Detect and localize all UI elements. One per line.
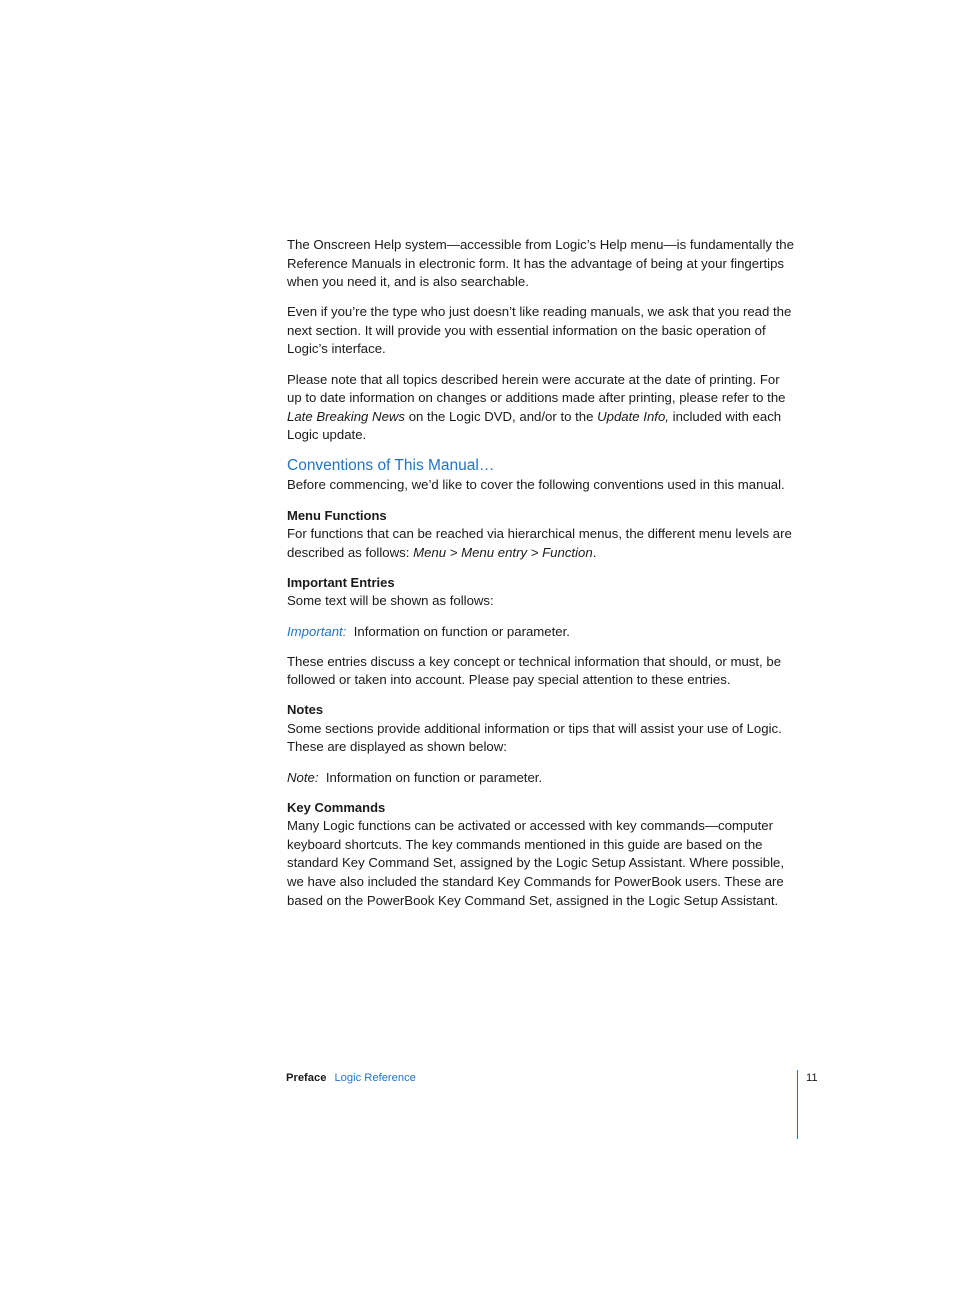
menu-path-example: Menu > Menu entry > Function (413, 544, 593, 560)
page-body (287, 236, 797, 910)
intro-paragraph-2: Even if you’re the type who just doesn’t like reading manuals, we ask that you read the next section. It will provide you with essential information on the basic operation of Logic’s interface. (287, 304, 792, 357)
intro-p3-text-e: included with each Logic update. (287, 408, 782, 443)
key-commands-heading: Key Commands (287, 799, 386, 815)
menu-functions-text-a: For functions that can be reached via hierarchical menus, the different menu levels are described as follows: (287, 526, 792, 560)
footer-section-label: Preface (286, 1072, 327, 1084)
footer-divider (797, 1070, 798, 1139)
note-label: Note: (287, 769, 319, 785)
important-label: Important: (287, 623, 347, 639)
footer-book-title: Logic Reference (334, 1072, 416, 1084)
update-info-ref: Update Info, (597, 408, 669, 424)
page-number: 11 (806, 1072, 818, 1084)
important-entries-heading: Important Entries (287, 574, 395, 590)
note-example (287, 769, 797, 788)
intro-p3-text-c: on the Logic DVD, and/or to the (405, 408, 598, 424)
important-entries-text: Some text will be shown as follows: (287, 593, 494, 609)
key-commands-text: Many Logic functions can be activated or accessed with key commands—computer keyboard shortcuts. The key commands mentioned in this guide are based on the standard Key Command Set, assigned by the Logic Setup Assistant. Where possible, we have also included the standard Key Commands for PowerBook users. These are based on the PowerBook Key Command Set, assigned in the Logic Setup Assistant. (287, 818, 785, 908)
intro-paragraph-1: The Onscreen Help system—accessible from Logic’s Help menu—is fundamentally the Reference Manuals in electronic form. It has the advantage of being at your fingertips when you need it, and is also searchable. (287, 237, 794, 290)
page-footer (286, 1070, 416, 1086)
important-example-text: Information on function or parameter. (346, 623, 570, 639)
notes-text: Some sections provide additional information or tips that will assist your use of Logic. These are displayed as shown below: (287, 720, 782, 755)
menu-functions-text (287, 525, 797, 562)
conventions-intro: Before commencing, we’d like to cover the following conventions used in this manual. (287, 477, 785, 493)
important-example (287, 623, 797, 642)
menu-functions-heading: Menu Functions (287, 507, 387, 523)
conventions-heading: Conventions of This Manual… (287, 457, 495, 475)
notes-heading: Notes (287, 702, 324, 718)
menu-functions-text-c: . (592, 544, 597, 560)
intro-p3-text-a: Please note that all topics described herein were accurate at the date of printing. For up to date information on changes or additions made after printing, please refer to the (287, 371, 786, 406)
important-entries-followup: These entries discuss a key concept or technical information that should, or must, be followed or taken into account. Please pay special attention to these entries. (287, 653, 782, 688)
note-example-text: Information on function or parameter. (318, 769, 543, 785)
intro-paragraph-3 (287, 371, 797, 445)
late-breaking-news-ref: Late Breaking News (287, 408, 406, 424)
